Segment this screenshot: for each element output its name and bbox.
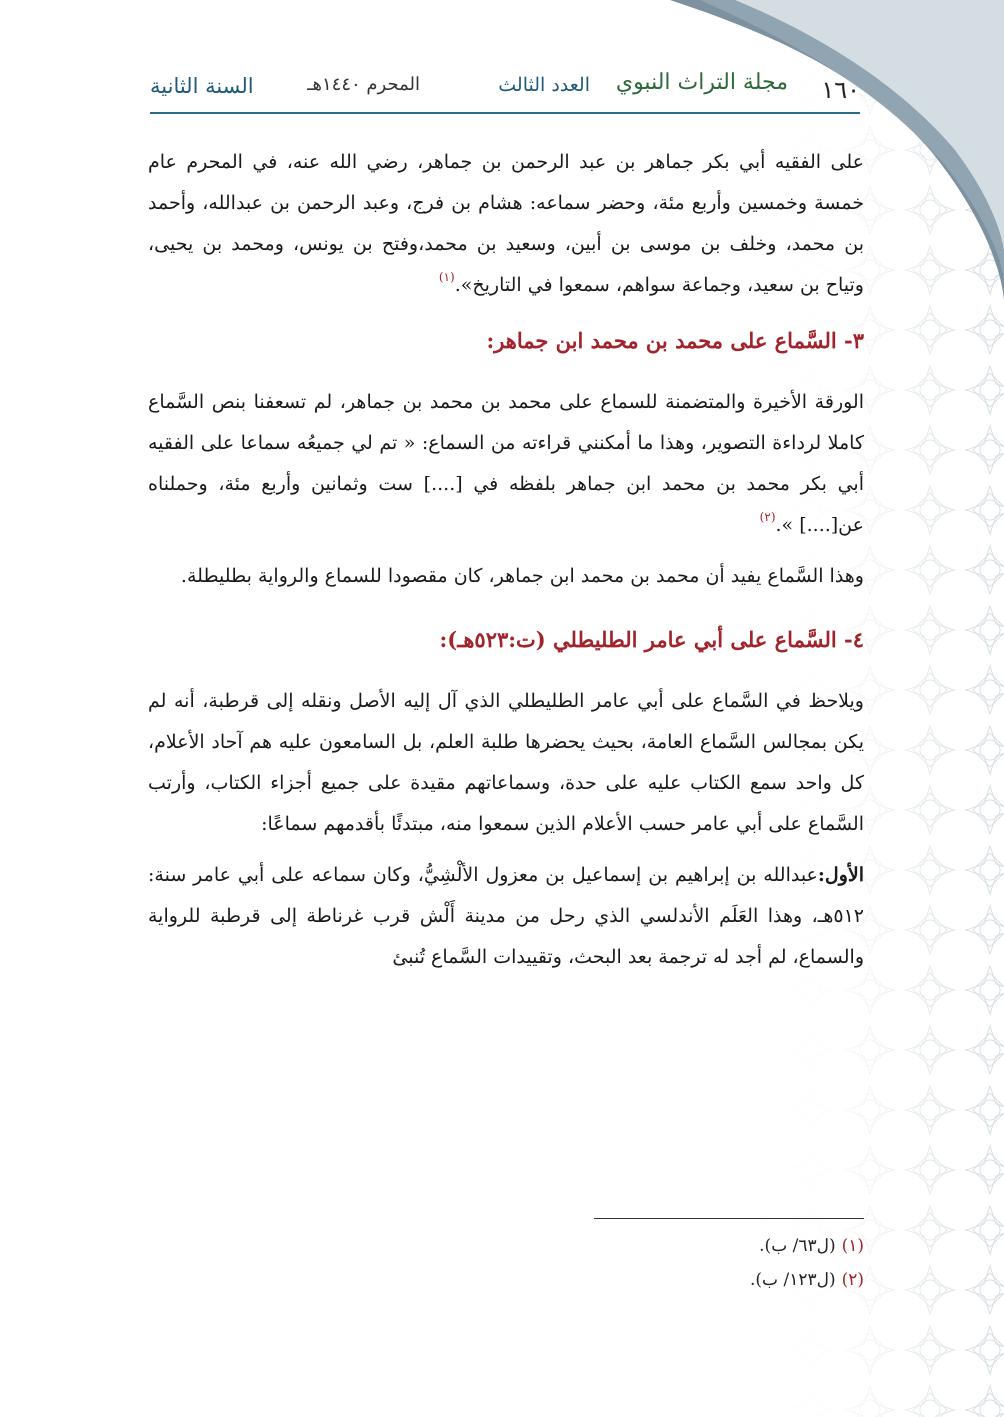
footnote-1 [594,1229,864,1263]
footnote-ref-1: (١) [438,270,455,284]
paragraph [148,855,864,978]
footnote-number: (١) [841,1236,864,1256]
issue-label: العدد الثالث [498,74,590,96]
paragraph-text: على الفقيه أبي بكر جماهر بن عبد الرحمن بن جماهر، رضي الله عنه، في المحرم عام خمسة وخمسين وأربع مئة، وحضر سماعه: هشام بن فرج، وعبد الرحمن بن عبدالله، وأحمد بن محمد، وخلف بن موسى بن أبين، وسعيد بن محمد،وفتح بن يونس، ومحمد بن يحيى، وتياح بن سعيد، وجماعة سواهم، سمعوا في التاريخ». [148,151,864,296]
page-number: ١٦٠ [821,76,860,104]
run-in-label: الأول: [817,864,864,886]
section-heading-3: ٣- السَّماع على محمد بن محمد ابن جماهر: [486,328,864,353]
paragraph [148,382,864,546]
footnote-text: (ل٦٣/ ب). [759,1236,836,1256]
running-header [150,64,860,114]
paragraph-text: الورقة الأخيرة والمتضمنة للسماع على محمد بن محمد بن جماهر، لم تسعفنا بنص السَّماع كاملا لرداءة التصوير، وهذا ما أمكنني قراءته من السماع: « تم لي جميعُه سماعا على الفقيه أبي بكر محمد بن محمد ابن جماهر بلفظه في [....] ست وثمانين وأربع مئة، وحملناه عن[....] ». [148,391,864,536]
footnote-text: (ل١٢٣/ ب). [750,1270,836,1290]
paragraph: ويلاحظ في السَّماع على أبي عامر الطليطلي الذي آل إليه الأصل ونقله إلى قرطبة، أنه لم يكن بمجالس السَّماع العامة، بحيث يحضرها طلبة العلم، بل السامعون عليه هم آحاد الأعلام، كل واحد سمع الكتاب عليه على حدة، وسماعاتهم مقيدة على جميع أجزاء الكتاب، وأرتب السَّماع على أبي عامر حسب الأعلام الذين سمعوا منه، مبتدئًا بأقدمهم سماعًا: [148,690,864,835]
paragraph-text: عبدالله بن إبراهيم بن إسماعيل بن معزول الألْشِيُّ، وكان سماعه على أبي عامر سنة: ٥١٢هـ، وهذا العَلَم الأندلسي الذي رحل من مدينة أَلْش قرب غرناطة إلى قرطبة للرواية والسماع، لم أجد له ترجمة بعد البحث، وتقييدات السَّماع تُنبئ [148,864,864,968]
paragraph-continuation [148,142,864,306]
footnote-number: (٢) [841,1270,864,1290]
footnote-2 [594,1263,864,1297]
year-label: السنة الثانية [150,74,254,98]
paragraph: وهذا السَّماع يفيد أن محمد بن محمد ابن جماهر، كان مقصودا للسماع والرواية بطليطلة. [180,565,864,587]
page-body [148,142,864,978]
footnotes [594,1218,864,1297]
header-divider [150,112,860,114]
footnote-divider [594,1218,864,1219]
footnote-ref-2: (٢) [759,510,776,524]
journal-name: مجلة التراث النبوي [615,70,788,95]
date-label: المحرم ١٤٤٠هـ [307,74,420,95]
section-heading-4: ٤- السَّماع على أبي عامر الطليطلي (ت:٥٢٣هـ): [439,627,864,652]
